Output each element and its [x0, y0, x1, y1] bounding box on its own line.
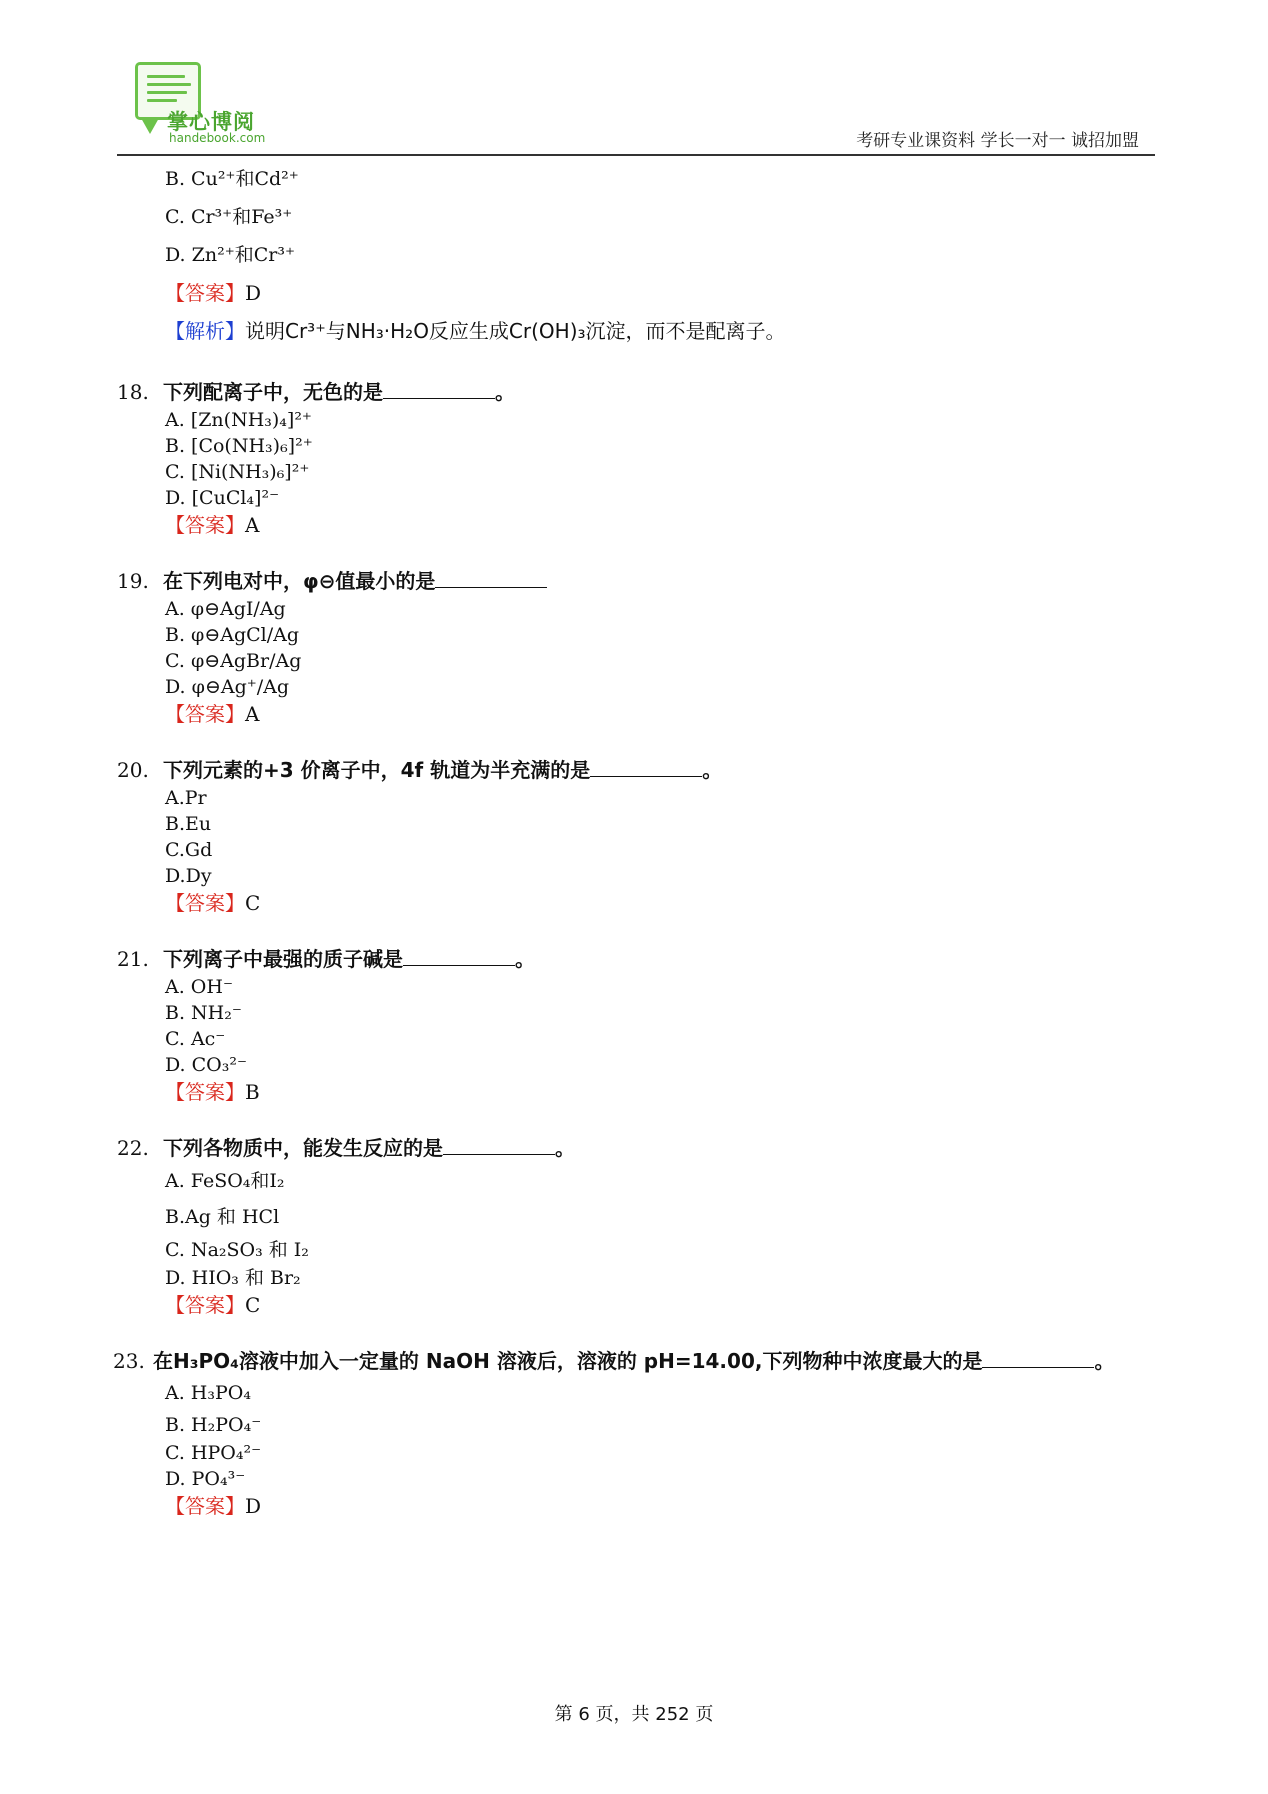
option: D. HIO₃ 和 Br₂ — [165, 1267, 301, 1289]
answer-value: A — [245, 513, 260, 537]
answer-label: 【答案】 — [165, 1080, 245, 1104]
option: C. Na₂SO₃ 和 I₂ — [165, 1239, 309, 1261]
option: C. HPO₄²⁻ — [165, 1442, 262, 1464]
answer-value: D — [245, 281, 262, 305]
option: A. OH⁻ — [165, 976, 233, 998]
answer-label: 【答案】 — [165, 891, 245, 915]
explanation-line — [165, 312, 1203, 350]
question-stem: 18. 下列配离子中，无色的是 。 — [117, 377, 1155, 407]
option: A. φ⊖AgI/Ag — [165, 598, 286, 620]
option: B. Cu²⁺和Cd²⁺ — [165, 168, 299, 190]
page-content — [113, 160, 1155, 1520]
question-stem: 22. 下列各物质中，能发生反应的是 。 — [117, 1133, 1155, 1163]
question-stem: 21. 下列离子中最强的质子碱是 。 — [117, 944, 1155, 974]
answer-blank — [590, 757, 702, 777]
page-header — [117, 60, 1155, 156]
previous-question-tail — [117, 160, 1155, 350]
option: A. H₃PO₄ — [165, 1382, 251, 1404]
answer-blank — [403, 946, 515, 966]
answer-label: 【答案】 — [165, 1494, 245, 1518]
option: C. Cr³⁺和Fe³⁺ — [165, 206, 293, 228]
question-text: 在下列电对中，φ⊖值最小的是 — [163, 569, 436, 593]
question-stem: 23. 在H₃PO₄溶液中加入一定量的 NaOH 溶液后，溶液的 pH=14.00,下列物种中浓度最大的是 。 — [113, 1346, 1151, 1376]
page-number: 第 6 页，共 252 页 — [554, 1704, 714, 1725]
question-number: 23. — [113, 1349, 145, 1373]
logo-domain: handebook.com — [169, 131, 266, 145]
question-block — [113, 1346, 1155, 1520]
question-block — [117, 566, 1155, 728]
answer-line — [165, 511, 1203, 539]
question-number: 22. — [117, 1136, 149, 1160]
question-text: 下列元素的+3 价离子中，4f 轨道为半充满的是 — [163, 758, 591, 782]
explanation-text: 说明Cr³⁺与NH₃·H₂O反应生成Cr(OH)₃沉淀，而不是配离子。 — [245, 319, 786, 343]
option: C. φ⊖AgBr/Ag — [165, 650, 302, 672]
option: D. PO₄³⁻ — [165, 1468, 246, 1490]
option: D.Dy — [165, 865, 212, 887]
answer-blank — [435, 568, 547, 588]
answer-label: 【答案】 — [165, 1293, 245, 1317]
header-slogan: 考研专业课资料 学长一对一 诚招加盟 — [856, 131, 1139, 151]
question-number: 19. — [117, 569, 149, 593]
logo-name: 掌心博阅 — [167, 110, 255, 134]
answer-value: D — [245, 1494, 262, 1518]
option: D. φ⊖Ag⁺/Ag — [165, 676, 290, 698]
answer-line — [165, 700, 1203, 728]
answer-blank — [383, 379, 495, 399]
option: D. Zn²⁺和Cr³⁺ — [165, 244, 295, 266]
option: B. [Co(NH₃)₆]²⁺ — [165, 435, 313, 457]
explanation-label: 【解析】 — [165, 319, 245, 343]
option: D. [CuCl₄]²⁻ — [165, 487, 280, 509]
option: A. FeSO₄和I₂ — [165, 1170, 285, 1192]
answer-line — [165, 274, 1203, 312]
question-block — [117, 1133, 1155, 1319]
answer-label: 【答案】 — [165, 281, 245, 305]
option: B.Ag 和 HCl — [165, 1206, 280, 1228]
option: C.Gd — [165, 839, 213, 861]
question-text: 下列离子中最强的质子碱是 — [163, 947, 403, 971]
option: A.Pr — [165, 787, 207, 809]
option: D. CO₃²⁻ — [165, 1054, 248, 1076]
option: C. [Ni(NH₃)₆]²⁺ — [165, 461, 310, 483]
answer-label: 【答案】 — [165, 702, 245, 726]
answer-value: C — [245, 891, 261, 915]
question-number: 21. — [117, 947, 149, 971]
question-stem — [117, 566, 1155, 596]
header-divider — [117, 154, 1155, 156]
answer-label: 【答案】 — [165, 513, 245, 537]
option: B.Eu — [165, 813, 212, 835]
question-text: 下列各物质中，能发生反应的是 — [163, 1136, 443, 1160]
question-text: 在H₃PO₄溶液中加入一定量的 NaOH 溶液后，溶液的 pH=14.00,下列物种中浓度最大的是 — [153, 1349, 983, 1373]
answer-value: A — [245, 702, 260, 726]
question-stem: 20. 下列元素的+3 价离子中，4f 轨道为半充满的是 。 — [117, 755, 1155, 785]
answer-value: C — [245, 1293, 261, 1317]
logo — [135, 62, 275, 145]
answer-line — [165, 1078, 1203, 1106]
option: C. Ac⁻ — [165, 1028, 226, 1050]
answer-blank — [443, 1135, 555, 1155]
question-block — [117, 755, 1155, 917]
question-number: 20. — [117, 758, 149, 782]
question-block — [117, 377, 1155, 539]
option: A. [Zn(NH₃)₄]²⁺ — [165, 409, 312, 431]
question-text: 下列配离子中，无色的是 — [163, 380, 383, 404]
question-number: 18. — [117, 380, 149, 404]
option: B. H₂PO₄⁻ — [165, 1414, 262, 1436]
option: B. φ⊖AgCl/Ag — [165, 624, 300, 646]
option: B. NH₂⁻ — [165, 1002, 242, 1024]
answer-line — [165, 889, 1203, 917]
question-block — [117, 944, 1155, 1106]
answer-line — [165, 1492, 1203, 1520]
answer-value: B — [245, 1080, 260, 1104]
answer-blank — [982, 1348, 1094, 1368]
answer-line — [165, 1291, 1203, 1319]
